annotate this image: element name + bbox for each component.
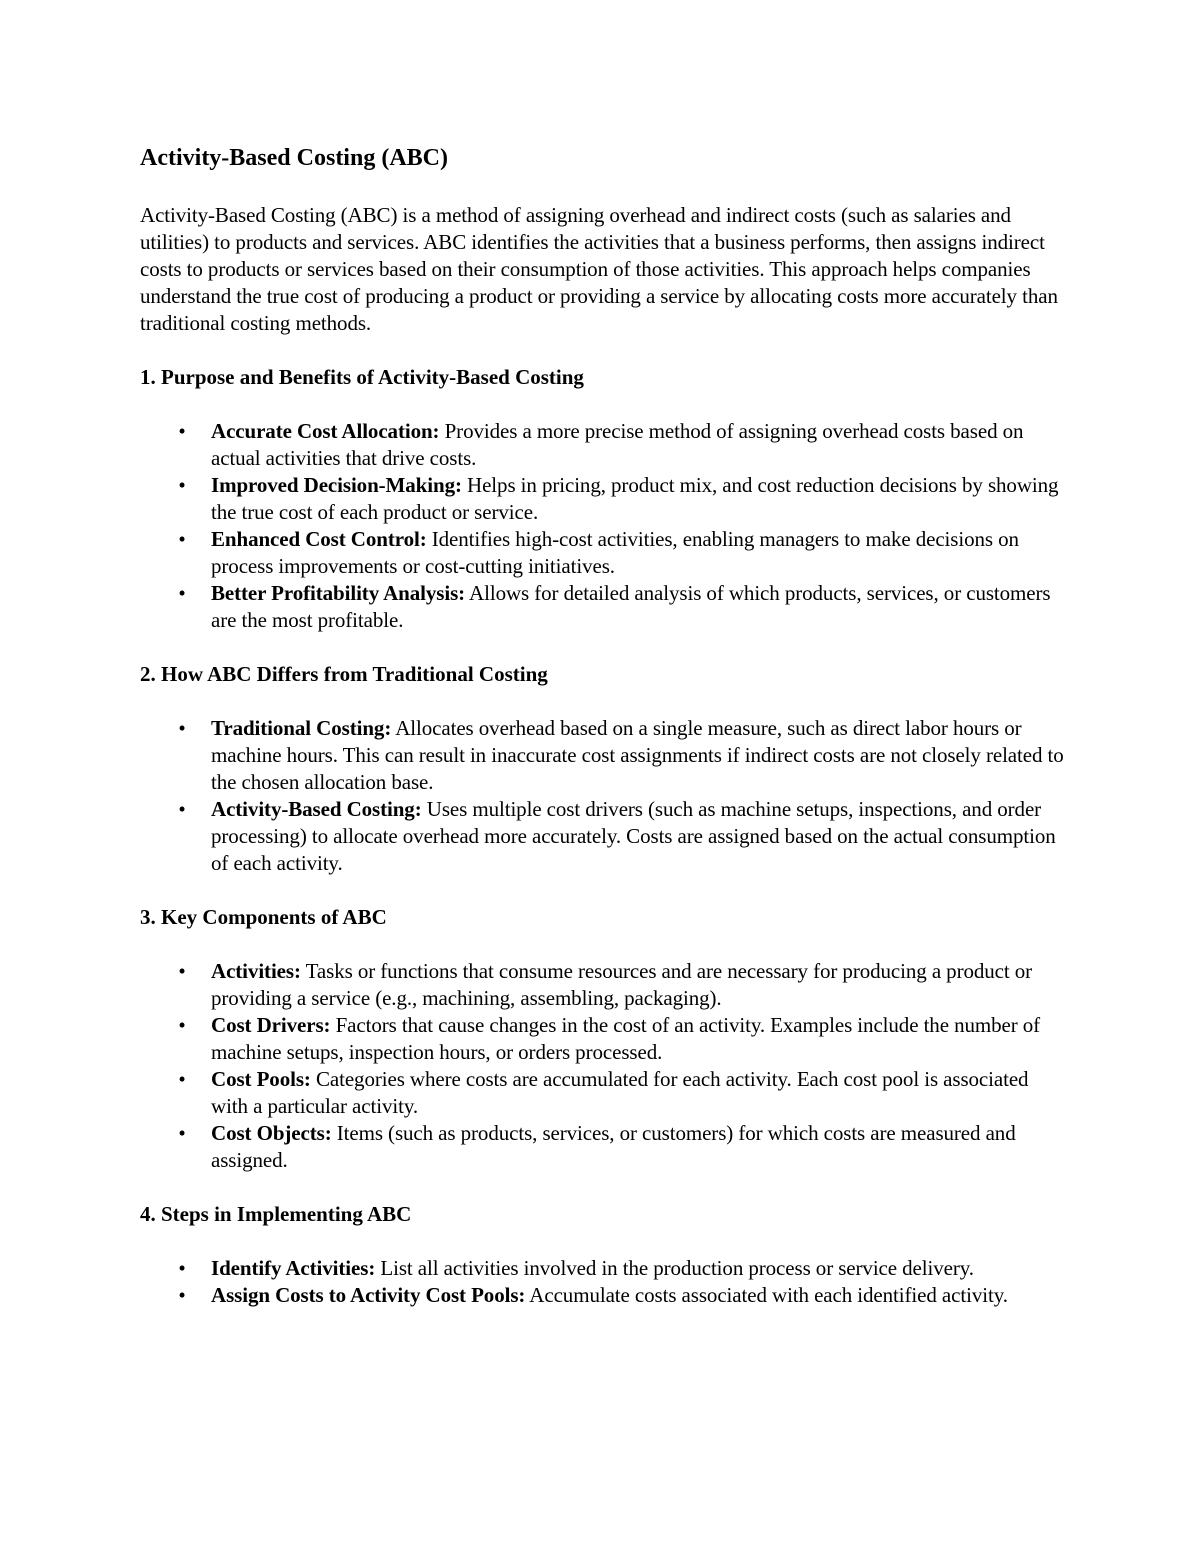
section-heading: 1. Purpose and Benefits of Activity-Based Costing (140, 365, 584, 389)
item-term: Activities: (211, 959, 301, 983)
list-item (140, 715, 1070, 796)
bullet-list (140, 958, 1070, 1174)
section-heading: 4. Steps in Implementing ABC (140, 1202, 412, 1226)
item-text: Allocates overhead based on a single measure, such as direct labor hours or machine hours. This can result in inaccurate cost assignments if indirect costs are not closely related to the chosen allocation base. (211, 716, 1064, 794)
bullet-icon: • (178, 473, 186, 497)
item-term: Cost Drivers: (211, 1013, 331, 1037)
item-term: Traditional Costing: (211, 716, 392, 740)
item-term: Enhanced Cost Control: (211, 527, 427, 551)
bullet-icon: • (178, 1013, 186, 1037)
item-text: Items (such as products, services, or customers) for which costs are measured and assigned. (211, 1121, 1016, 1172)
item-text: Identifies high-cost activities, enabling managers to make decisions on process improvements or cost-cutting initiatives. (211, 527, 1019, 578)
item-text: Tasks or functions that consume resources and are necessary for producing a product or providing a service (e.g., machining, assembling, packaging). (211, 959, 1033, 1010)
list-item (140, 1066, 1070, 1120)
bullet-icon: • (178, 1256, 186, 1280)
list-item (140, 1120, 1070, 1174)
item-term: Cost Objects: (211, 1121, 332, 1145)
bullet-icon: • (178, 797, 186, 821)
list-item (140, 526, 1070, 580)
list-item (140, 1282, 1070, 1309)
item-text: Provides a more precise method of assigning overhead costs based on actual activities that drive costs. (211, 419, 1024, 470)
list-item (140, 580, 1070, 634)
bullet-icon: • (178, 716, 186, 740)
list-item (140, 1012, 1070, 1066)
section-implementation-steps (140, 1201, 1070, 1309)
item-term: Better Profitability Analysis: (211, 581, 466, 605)
list-item (140, 958, 1070, 1012)
item-text: Uses multiple cost drivers (such as machine setups, inspections, and order processing) to allocate overhead more accurately. Costs are assigned based on the actual consumption of each activity. (211, 797, 1056, 875)
item-term: Activity-Based Costing: (211, 797, 422, 821)
bullet-icon: • (178, 1121, 186, 1145)
list-item (140, 796, 1070, 877)
list-item (140, 472, 1070, 526)
item-text: Allows for detailed analysis of which products, services, or customers are the most profitable. (211, 581, 1051, 632)
bullet-list (140, 1255, 1070, 1309)
document-title: Activity-Based Costing (ABC) (140, 145, 448, 171)
list-item (140, 1255, 1070, 1282)
section-heading: 3. Key Components of ABC (140, 905, 387, 929)
item-text: List all activities involved in the production process or service delivery. (375, 1256, 974, 1280)
section-abc-vs-traditional (140, 661, 1070, 877)
bullet-icon: • (178, 1067, 186, 1091)
document-page (140, 140, 1070, 1309)
section-key-components (140, 904, 1070, 1174)
item-term: Improved Decision-Making: (211, 473, 462, 497)
item-term: Cost Pools: (211, 1067, 311, 1091)
bullet-icon: • (178, 581, 186, 605)
bullet-icon: • (178, 1283, 186, 1307)
item-term: Identify Activities: (211, 1256, 376, 1280)
bullet-icon: • (178, 959, 186, 983)
bullet-list (140, 418, 1070, 634)
intro-paragraph: Activity-Based Costing (ABC) is a method of assigning overhead and indirect costs (such as salaries and utilities) to products and services. ABC identifies the activities that a business performs, then assigns indirect costs to products or services based on their consumption of those activities. This approach helps companies understand the true cost of producing a product or providing a service by allocating costs more accurately than traditional costing methods. (140, 203, 1058, 335)
section-heading: 2. How ABC Differs from Traditional Costing (140, 662, 548, 686)
item-text: Factors that cause changes in the cost of an activity. Examples include the number of machine setups, inspection hours, or orders processed. (211, 1013, 1041, 1064)
bullet-list (140, 715, 1070, 877)
list-item (140, 418, 1070, 472)
item-text: Helps in pricing, product mix, and cost reduction decisions by showing the true cost of each product or service. (211, 473, 1059, 524)
item-text: Accumulate costs associated with each identified activity. (525, 1283, 1008, 1307)
item-text: Categories where costs are accumulated for each activity. Each cost pool is associated with a particular activity. (211, 1067, 1029, 1118)
section-purpose-benefits (140, 364, 1070, 634)
item-term: Assign Costs to Activity Cost Pools: (211, 1283, 526, 1307)
bullet-icon: • (178, 419, 186, 443)
item-term: Accurate Cost Allocation: (211, 419, 440, 443)
bullet-icon: • (178, 527, 186, 551)
